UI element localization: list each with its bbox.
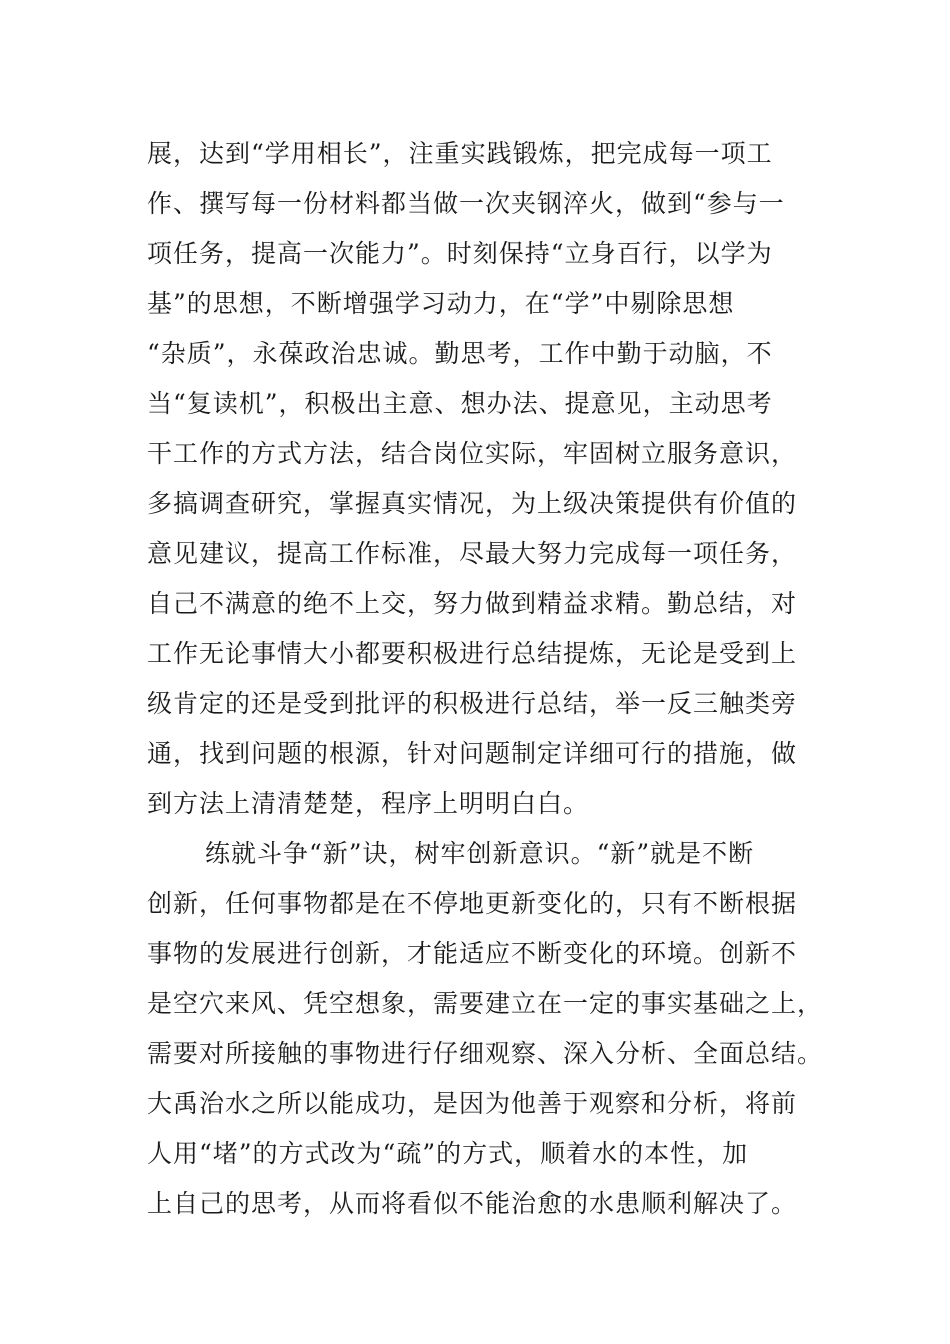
text-line: 项任务，提高一次能力”。时刻保持“立身百行，以学为 bbox=[147, 239, 773, 268]
text-line: 通，找到问题的根源，针对问题制定详细可行的措施，做 bbox=[147, 739, 798, 768]
text-line: 作、撰写每一份材料都当做一次夹钢淬火，做到“参与一 bbox=[147, 189, 785, 218]
text-line: 级肯定的还是受到批评的积极进行总结，举一反三触类旁 bbox=[147, 689, 798, 718]
text-line: 多搞调查研究，掌握真实情况，为上级决策提供有价值的 bbox=[147, 489, 798, 518]
text-line: 创新，任何事物都是在不停地更新变化的，只有不断根据 bbox=[147, 889, 798, 918]
text-line: 展，达到“学用相长”，注重实践锻炼，把完成每一项工 bbox=[147, 139, 773, 168]
text-line: 事物的发展进行创新，才能适应不断变化的环境。创新不 bbox=[147, 939, 798, 968]
text-line: 基”的思想，不断增强学习动力，在“学”中剔除思想 bbox=[147, 289, 735, 318]
text-line: 需要对所接触的事物进行仔细观察、深入分析、全面总结。 bbox=[147, 1039, 824, 1068]
text-line: 上自己的思考，从而将看似不能治愈的水患顺利解决了。 bbox=[147, 1189, 798, 1218]
text-line: 意见建议，提高工作标准，尽最大努力完成每一项任务， bbox=[147, 539, 798, 568]
text-line: 人用“堵”的方式改为“疏”的方式，顺着水的本性，加 bbox=[147, 1139, 749, 1168]
text-line: “杂质”，永葆政治忠诚。勤思考，工作中勤于动脑，不 bbox=[147, 339, 773, 368]
text-line: 工作无论事情大小都要积极进行总结提炼，无论是受到上 bbox=[147, 639, 798, 668]
text-line: 自己不满意的绝不上交，努力做到精益求精。勤总结，对 bbox=[147, 589, 798, 618]
text-line: 到方法上清清楚楚，程序上明明白白。 bbox=[147, 789, 590, 818]
text-line: 大禹治水之所以能成功，是因为他善于观察和分析，将前 bbox=[147, 1089, 798, 1118]
paragraph-first-line: 练就斗争“新”诀，树牢创新意识。“新”就是不断 bbox=[205, 839, 755, 868]
text-line: 当“复读机”，积极出主意、想办法、提意见，主动思考 bbox=[147, 389, 773, 418]
text-line: 干工作的方式方法，结合岗位实际，牢固树立服务意识， bbox=[147, 439, 798, 468]
text-line: 是空穴来风、凭空想象，需要建立在一定的事实基础之上， bbox=[147, 989, 824, 1018]
